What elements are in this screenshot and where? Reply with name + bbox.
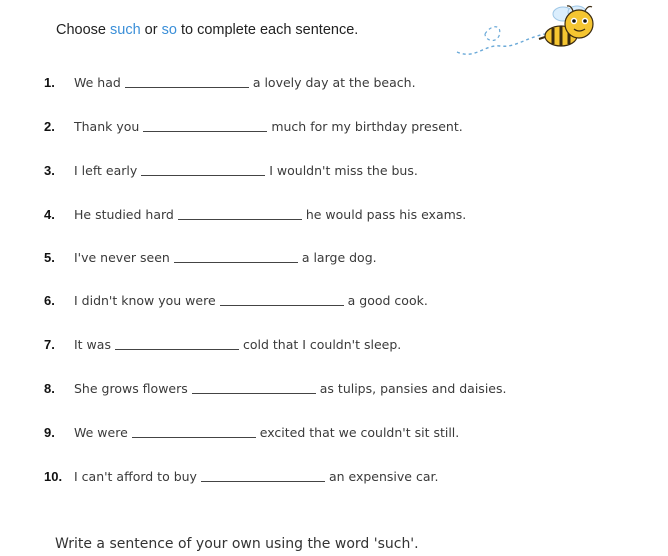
question-number: 8.	[44, 380, 55, 396]
answer-blank[interactable]	[141, 174, 265, 176]
question-text-after: he would pass his exams.	[305, 206, 467, 222]
keyword-such: such	[110, 22, 141, 38]
answer-blank[interactable]	[125, 86, 249, 88]
question-7	[44, 334, 401, 354]
question-text-after: a good cook.	[347, 292, 428, 308]
answer-blank[interactable]	[220, 304, 344, 306]
question-text-before: I left early	[74, 162, 138, 178]
question-text-after: as tulips, pansies and daisies.	[319, 380, 507, 396]
question-text-after: an expensive car.	[328, 468, 439, 484]
question-number: 2.	[44, 118, 55, 134]
footer-instruction: Write a sentence of your own using the word 'such'.	[55, 536, 419, 552]
question-number: 6.	[44, 292, 55, 308]
instructions-title: Choose such or so to complete each sentence.	[56, 22, 359, 38]
question-text-after: I wouldn't miss the bus.	[269, 162, 418, 178]
question-text-after: a large dog.	[301, 249, 377, 265]
answer-blank[interactable]	[178, 218, 302, 220]
answer-blank[interactable]	[201, 480, 325, 482]
question-6	[44, 290, 428, 310]
question-text-after: cold that I couldn't sleep.	[242, 336, 402, 352]
keyword-so: so	[161, 22, 177, 38]
answer-blank[interactable]	[115, 348, 239, 350]
question-number: 4.	[44, 206, 55, 222]
question-text-before: It was	[74, 336, 111, 352]
answer-blank[interactable]	[174, 261, 298, 263]
question-text-after: excited that we couldn't sit still.	[259, 424, 460, 440]
question-1	[44, 72, 416, 92]
question-2	[44, 116, 463, 136]
question-text-before: I've never seen	[74, 249, 170, 265]
question-number: 5.	[44, 249, 55, 265]
question-9	[44, 422, 459, 442]
answer-blank[interactable]	[192, 392, 316, 394]
question-4	[44, 204, 466, 224]
question-text-before: He studied hard	[74, 206, 174, 222]
question-number: 7.	[44, 336, 55, 352]
question-number: 10.	[44, 468, 63, 484]
question-number: 3.	[44, 162, 55, 178]
question-text-before: We had	[74, 74, 121, 90]
answer-blank[interactable]	[132, 436, 256, 438]
question-number: 9.	[44, 424, 55, 440]
question-5	[44, 247, 377, 267]
question-3	[44, 160, 418, 180]
question-10	[44, 466, 438, 486]
question-text-before: I can't afford to buy	[74, 468, 197, 484]
question-text-after: much for my birthday present.	[271, 118, 463, 134]
question-text-before: We were	[74, 424, 128, 440]
question-text-before: She grows flowers	[74, 380, 188, 396]
question-text-after: a lovely day at the beach.	[252, 74, 416, 90]
question-number: 1.	[44, 74, 55, 90]
answer-blank[interactable]	[143, 130, 267, 132]
question-text-before: Thank you	[74, 118, 140, 134]
question-text-before: I didn't know you were	[74, 292, 216, 308]
question-8	[44, 378, 506, 398]
